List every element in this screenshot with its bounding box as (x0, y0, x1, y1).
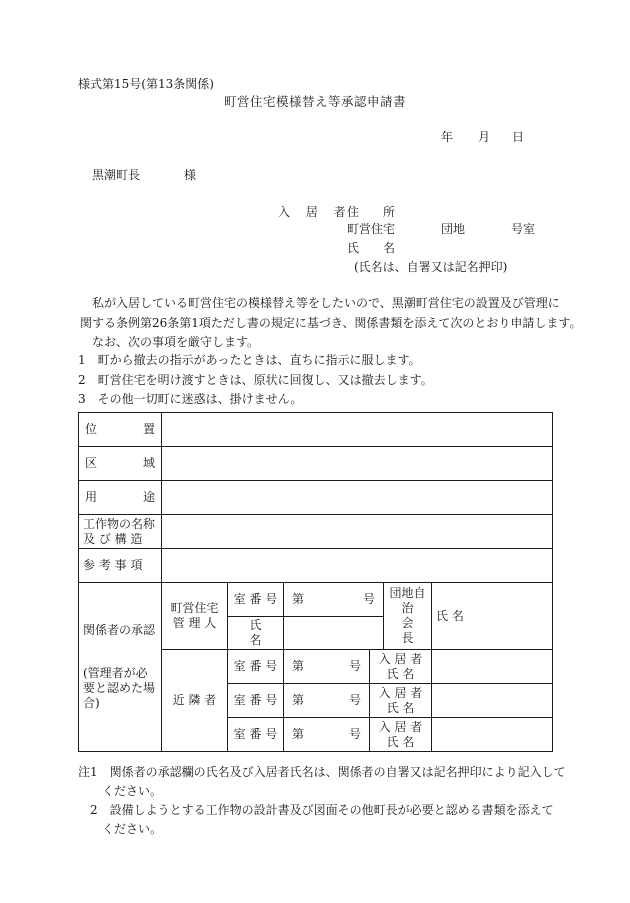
neighbor-room-field[interactable]: 第 号 (284, 684, 370, 718)
manager-name-field[interactable] (284, 617, 384, 650)
room-no-label: 室 番 号 (228, 650, 284, 684)
pledge-list (78, 351, 558, 410)
application-body (80, 294, 582, 353)
note-line: 注1 関係者の承認欄の氏名及び入居者氏名は、関係者の自署又は記名押印により記入して (78, 765, 566, 779)
reference-field[interactable] (162, 549, 553, 583)
notes (78, 763, 566, 839)
room-no-label: 室 番 号 (228, 718, 284, 752)
manager-name-label: 氏 名 (228, 617, 284, 650)
address-label: 住 所 (347, 205, 396, 219)
resident-name-field[interactable] (432, 650, 553, 684)
room-label: 号室 (511, 222, 536, 236)
name-signature-note: (氏名は、自署又は記名押印) (354, 260, 508, 274)
resident-label: 入 居 者 (278, 205, 352, 219)
manager-label: 町営住宅 管 理 人 (162, 583, 228, 650)
use-label: 用 途 (79, 481, 162, 515)
resident-name-field[interactable] (432, 718, 553, 752)
neighbor-label: 近 隣 者 (162, 650, 228, 752)
note-line: 2 設備しようとする工作物の設計書及び図面その他町長が必要と認める書類を添えて (90, 803, 554, 817)
reference-label: 参 考 事 項 (79, 549, 162, 583)
addressee-name: 黒潮町長 (92, 168, 141, 182)
room-no-label: 室 番 号 (228, 583, 284, 617)
body-line: 私が入居している町営住宅の模様替え等をしたいので、黒潮町営住宅の設置及び管理に (92, 296, 560, 310)
position-label: 位 置 (79, 413, 162, 447)
complex-label: 団地 (441, 222, 466, 236)
date-day: 日 (512, 130, 525, 144)
application-table (78, 412, 553, 752)
housing-label: 町営住宅 (347, 222, 396, 236)
resident-name-label: 入 居 者 氏 名 (370, 684, 432, 718)
pledge-item: 1 町から撤去の指示があったときは、直ちに指示に服します。 (78, 353, 421, 367)
resident-name-label: 入 居 者 氏 名 (370, 718, 432, 752)
body-line: なお、次の事項を厳守します。 (92, 335, 260, 349)
room-no-label: 室 番 号 (228, 684, 284, 718)
manager-room-field[interactable]: 第 号 (284, 583, 384, 617)
area-label: 区 域 (79, 447, 162, 481)
form-number: 様式第15号(第13条関係) (78, 77, 214, 91)
note-line: ください。 (102, 784, 163, 798)
document-title: 町営住宅模様替え等承認申請書 (223, 94, 406, 109)
note-line: ください。 (102, 822, 163, 836)
area-field[interactable] (162, 447, 553, 481)
addressee-honorific: 様 (184, 168, 197, 182)
date-month: 月 (478, 130, 491, 144)
resident-name-field[interactable] (432, 684, 553, 718)
structure-field[interactable] (162, 515, 553, 549)
pledge-item: 2 町営住宅を明け渡すときは、原状に回復し、又は撤去します。 (78, 372, 433, 387)
consent-label: 関係者の承認 (管理者が必 要と認めた場 合) (79, 583, 162, 752)
date-year: 年 (441, 130, 454, 144)
neighbor-room-field[interactable]: 第 号 (284, 650, 370, 684)
assoc-head-name-cell: 氏 名 (432, 583, 553, 650)
use-field[interactable] (162, 481, 553, 515)
pledge-item: 3 その他一切町に迷惑は、掛けません。 (78, 392, 303, 406)
applicant-name-label: 氏 名 (347, 241, 396, 255)
neighbor-room-field[interactable]: 第 号 (284, 718, 370, 752)
resident-name-label: 入 居 者 氏 名 (370, 650, 432, 684)
position-field[interactable] (162, 413, 553, 447)
structure-label: 工作物の名称 及 び 構 造 (79, 515, 162, 549)
body-line: 関する条例第26条第1項ただし書の規定に基づき、関係書類を添えて次のとおり申請します。 (80, 315, 582, 330)
assoc-head-label: 団地自治 会 長 (384, 583, 432, 650)
